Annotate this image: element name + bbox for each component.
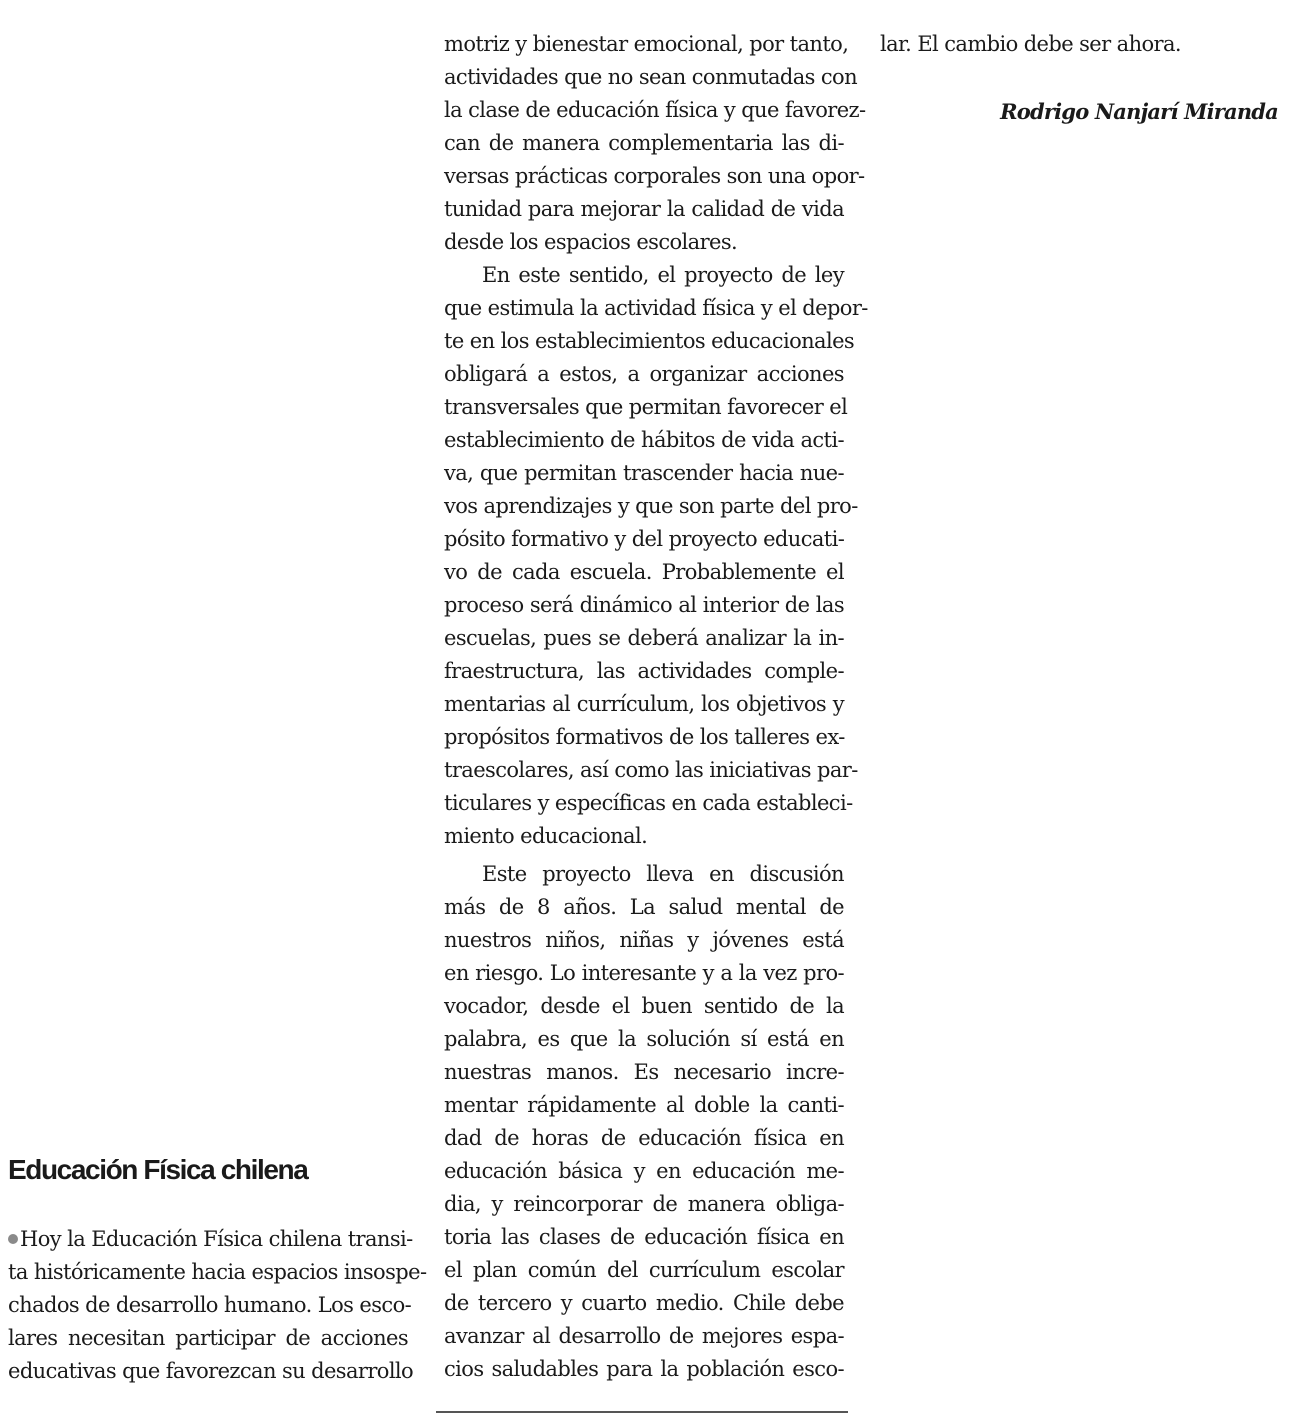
body-line: dad de horas de educación física en — [444, 1126, 844, 1150]
article-line: educativas que favorezcan su desarrollo — [8, 1359, 414, 1383]
body-line: educación básica y en educación me- — [444, 1159, 844, 1183]
body-line: Este proyecto lleva en discusión — [482, 862, 844, 886]
closing-line: lar. El cambio debe ser ahora. — [880, 32, 1181, 56]
body-line: vos aprendizajes y que son parte del pro- — [444, 494, 858, 518]
body-line: la clase de educación física y que favorez- — [444, 98, 866, 122]
body-line: proceso será dinámico al interior de las — [444, 593, 844, 617]
body-line: versas prácticas corporales son una opor- — [444, 164, 865, 188]
body-line: nuestras manos. Es necesario incre- — [444, 1060, 844, 1084]
body-line: que estimula la actividad física y el depor- — [444, 296, 868, 320]
body-line: vo de cada escuela. Probablemente el — [444, 560, 844, 584]
body-line: avanzar al desarrollo de mejores espa- — [444, 1324, 844, 1348]
article-line: Hoy la Educación Física chilena transi- — [8, 1223, 408, 1256]
body-line: motriz y bienestar emocional, por tanto, — [444, 32, 849, 56]
article-line: ta históricamente hacia espacios insospe- — [8, 1260, 427, 1284]
body-line: miento educacional. — [444, 824, 648, 848]
body-line: mentarias al currículum, los objetivos y — [444, 692, 844, 716]
body-line: obligará a estos, a organizar acciones — [444, 362, 844, 386]
body-line: toria las clases de educación física en — [444, 1225, 844, 1249]
body-line: de tercero y cuarto medio. Chile debe — [444, 1291, 844, 1315]
body-line: en riesgo. Lo interesante y a la vez pro- — [444, 961, 844, 985]
body-line: dia, y reincorporar de manera obliga- — [444, 1192, 844, 1216]
article-line: chados de desarrollo humano. Los esco- — [8, 1293, 412, 1317]
body-line: transversales que permitan favorecer el — [444, 395, 848, 419]
body-line: vocador, desde el buen sentido de la — [444, 994, 844, 1018]
body-line: cios saludables para la población esco- — [444, 1357, 844, 1381]
body-line: ticulares y específicas en cada estableci- — [444, 791, 853, 815]
body-line: establecimiento de hábitos de vida acti- — [444, 428, 844, 452]
author-signature: Rodrigo Nanjarí Miranda — [1000, 99, 1278, 124]
article-headline: Educación Física chilena — [8, 1154, 308, 1185]
body-line: escuelas, pues se deberá analizar la in- — [444, 626, 844, 650]
bullet-icon — [8, 1234, 18, 1244]
body-line: fraestructura, las actividades comple- — [444, 659, 844, 683]
body-line: propósitos formativos de los talleres ex- — [444, 725, 845, 749]
body-line: tunidad para mejorar la calidad de vida — [444, 197, 844, 221]
body-line: desde los espacios escolares. — [444, 230, 738, 254]
body-line: va, que permitan trascender hacia nue- — [444, 461, 844, 485]
body-line: can de manera complementaria las di- — [444, 131, 844, 155]
body-line: pósito formativo y del proyecto educati- — [444, 527, 845, 551]
body-line: traescolares, así como las iniciativas par- — [444, 758, 858, 782]
body-line: En este sentido, el proyecto de ley — [482, 263, 844, 287]
body-line: actividades que no sean conmutadas con — [444, 65, 858, 89]
body-line: más de 8 años. La salud mental de — [444, 895, 844, 919]
body-line: el plan común del currículum escolar — [444, 1258, 844, 1282]
body-line: palabra, es que la solución sí está en — [444, 1027, 844, 1051]
body-line: nuestros niños, niñas y jóvenes está — [444, 928, 844, 952]
column-divider — [436, 1411, 848, 1413]
body-line: mentar rápidamente al doble la canti- — [444, 1093, 844, 1117]
article-line: lares necesitan participar de acciones — [8, 1326, 408, 1350]
body-line: te en los establecimientos educacionales — [444, 329, 855, 353]
